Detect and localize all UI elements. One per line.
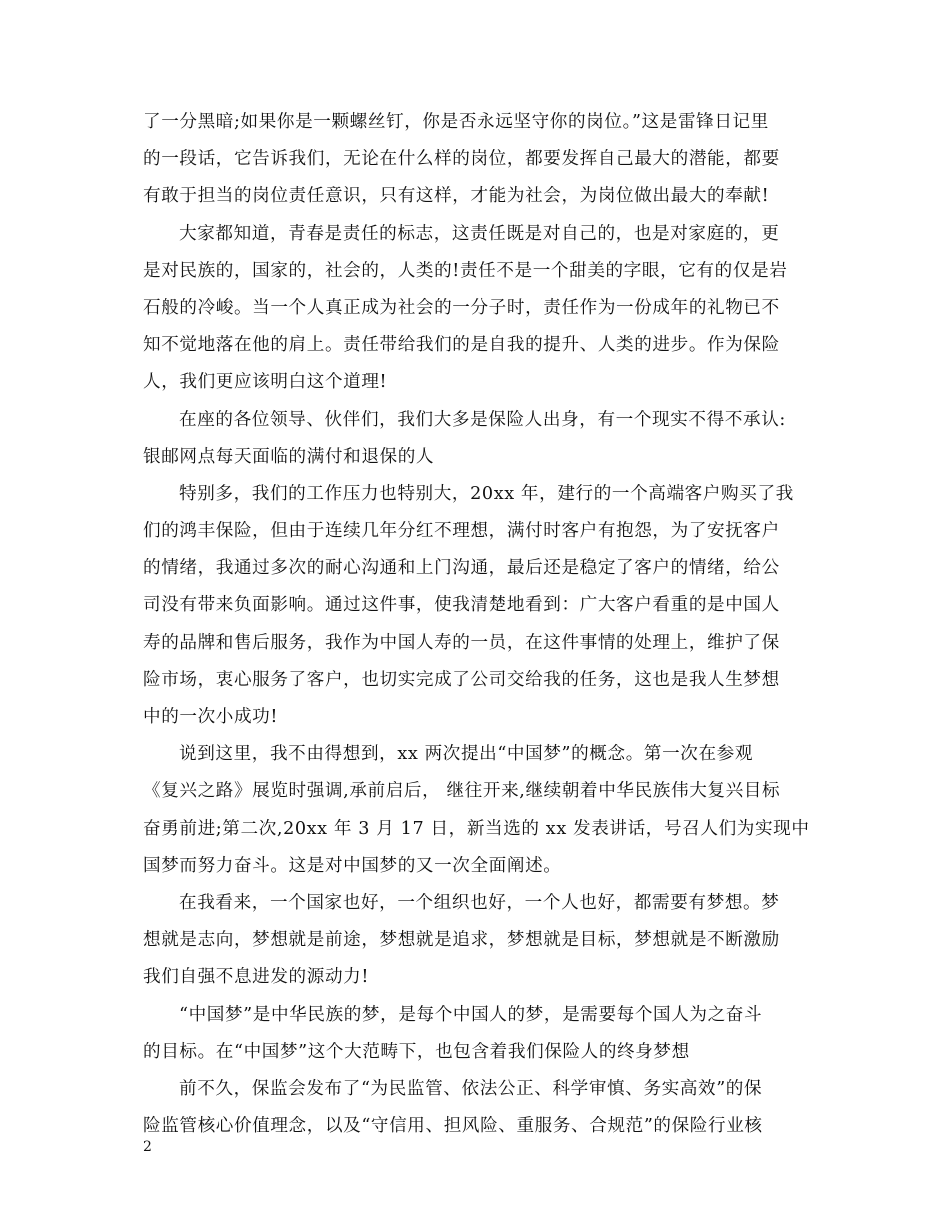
text-line: 寿的品牌和售后服务，我作为中国人寿的一员，在这件事情的处理上，维护了保 bbox=[143, 632, 780, 653]
text-line: 们的鸿丰保险，但由于连续几年分红不理想，满付时客户有抱怨，为了安抚客户 bbox=[143, 521, 780, 542]
text-line: 人，我们更应该明白这个道理! bbox=[143, 372, 388, 393]
text-line: 险市场，衷心服务了客户，也切实完成了公司交给我的任务，这也是我人生梦想 bbox=[143, 669, 780, 690]
text-line: 特别多，我们的工作压力也特别大，20xx 年，建行的一个高端客户购买了我 bbox=[179, 483, 794, 504]
text-line: 的一段话，它告诉我们，无论在什么样的岗位，都要发挥自己最大的潜能，都要 bbox=[143, 149, 780, 170]
text-line: 《复兴之路》展览时强调,承前启后， 继往开来,继续朝着中华民族伟大复兴目标 bbox=[143, 781, 781, 802]
text-line: 在我看来，一个国家也好，一个组织也好，一个人也好，都需要有梦想。梦 bbox=[179, 892, 780, 913]
text-line: 是对民族的，国家的，社会的，人类的!责任不是一个甜美的字眼，它有的仅是岩 bbox=[143, 260, 788, 281]
text-line: 前不久，保监会发布了“为民监管、依法公正、科学审慎、务实高效”的保 bbox=[179, 1078, 763, 1099]
text-line: 中的一次小成功! bbox=[143, 707, 279, 727]
text-line: 奋勇前进;第二次,20xx 年 3 月 17 日，新当选的 xx 发表讲话，号召人们为实现中 bbox=[143, 818, 810, 839]
text-line: 有敢于担当的岗位责任意识，只有这样，才能为社会，为岗位做出最大的奉献! bbox=[143, 186, 770, 207]
text-line: “中国梦”是中华民族的梦，是每个中国人的梦，是需要每个国人为之奋斗 bbox=[179, 1004, 763, 1025]
text-line: 大家都知道，青春是责任的标志，这责任既是对自己的，也是对家庭的，更 bbox=[179, 223, 780, 244]
text-line: 的情绪，我通过多次的耐心沟通和上门沟通，最后还是稳定了客户的情绪，给公 bbox=[143, 558, 780, 579]
text-line: 我们自强不息进发的源动力! bbox=[143, 967, 369, 988]
page-number: 2 bbox=[143, 1139, 152, 1155]
text-line: 国梦而努力奋斗。这是对中国梦的又一次全面阐述。 bbox=[143, 855, 562, 876]
text-line: 险监管核心价值理念，以及“守信用、担风险、重服务、合规范”的保险行业核 bbox=[143, 1116, 763, 1137]
text-line: 银邮网点每天面临的满付和退保的人 bbox=[143, 446, 435, 467]
text-line: 的目标。在“中国梦”这个大范畴下，也包含着我们保险人的终身梦想 bbox=[143, 1041, 690, 1062]
text-line: 想就是志向，梦想就是前途，梦想就是追求，梦想就是目标，梦想就是不断激励 bbox=[143, 930, 780, 951]
body-text bbox=[143, 104, 819, 1145]
text-line: 知不觉地落在他的肩上。责任带给我们的是自我的提升、人类的进步。作为保险 bbox=[143, 335, 780, 356]
text-line: 说到这里，我不由得想到，xx 两次提出“中国梦”的概念。第一次在参观 bbox=[179, 744, 754, 765]
text-line: 了一分黑暗;如果你是一颗螺丝钉，你是否永远坚守你的岗位。”这是雷锋日记里 bbox=[143, 112, 769, 132]
text-line: 石般的冷峻。当一个人真正成为社会的一分子时，责任作为一份成年的礼物已不 bbox=[143, 297, 780, 318]
text-line: 在座的各位领导、伙伴们，我们大多是保险人出身，有一个现实不得不承认: bbox=[179, 409, 786, 430]
text-line: 司没有带来负面影响。通过这件事，使我清楚地看到：广大客户看重的是中国人 bbox=[143, 595, 780, 616]
